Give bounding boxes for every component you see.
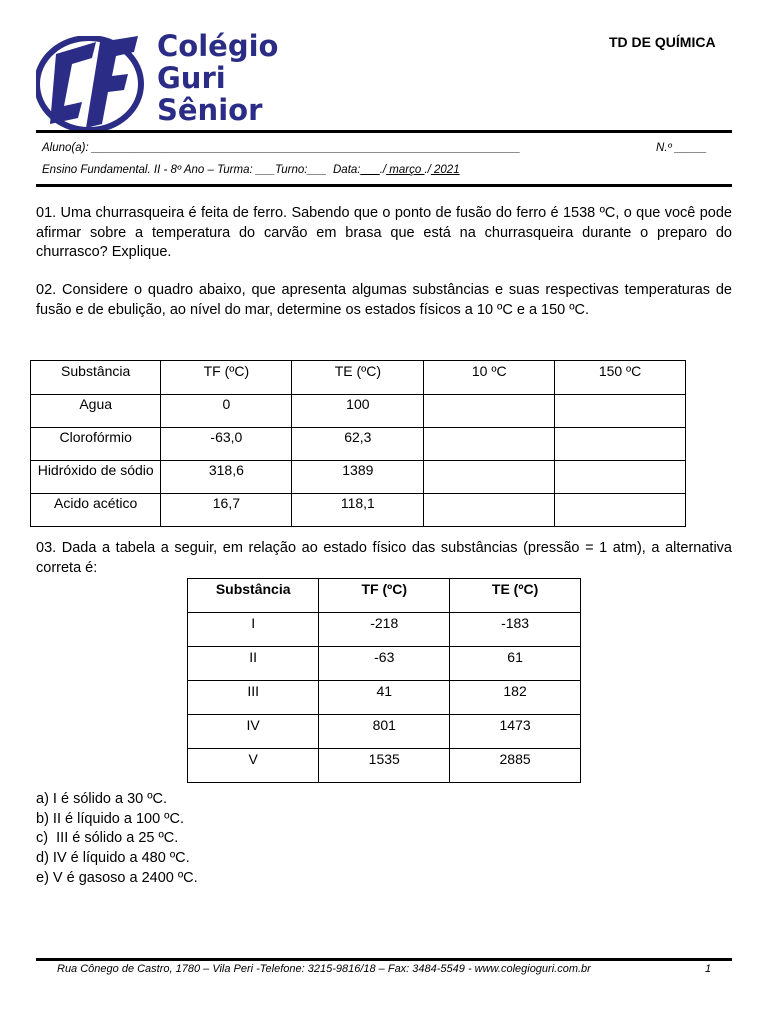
header-cell: TF (ºC) (161, 361, 292, 395)
question-3: 03. Dada a tabela a seguir, em relação ao estado físico das substâncias (pressão = 1 atm), a alternativa correta é: (36, 540, 732, 576)
table-cell: II (188, 647, 319, 681)
states-table (187, 578, 581, 783)
question-2: 02. Considere o quadro abaixo, que apresenta algumas substâncias e suas respectivas temperaturas de fusão e de ebulição, ao nível do mar, determine os estados físicos a 10 ºC e a 150 ºC. (36, 282, 732, 318)
header-cell: TF (ºC) (319, 579, 450, 613)
answer-cell[interactable] (424, 494, 555, 527)
header-cell: TE (ºC) (292, 361, 424, 395)
page-number: 1 (705, 963, 712, 975)
school-name-line-3: Sênior (157, 93, 263, 127)
table-cell: -63 (319, 647, 450, 681)
document-type: TD DE QUÍMICA (609, 34, 716, 50)
answer-cell[interactable] (424, 461, 555, 494)
table-cell: 16,7 (161, 494, 292, 527)
table-cell: 61 (450, 647, 581, 681)
date-year: 2021 (430, 164, 460, 176)
table-cell: -183 (450, 613, 581, 647)
option-b[interactable]: b) II é líquido a 100 ºC. (36, 810, 184, 827)
table-cell: Clorofórmio (31, 428, 161, 461)
footer-divider (36, 958, 732, 961)
option-e[interactable]: e) V é gasoso a 2400 ºC. (36, 869, 198, 886)
table-cell: -218 (319, 613, 450, 647)
table-row (31, 428, 686, 461)
date-day: ___ (360, 164, 380, 176)
table-row (31, 494, 686, 527)
answer-cell[interactable] (424, 395, 555, 428)
info-divider (36, 184, 732, 187)
table-row (188, 749, 581, 783)
table-cell: Acido acético (31, 494, 161, 527)
table-row (188, 647, 581, 681)
student-number-field: N.º _____ (656, 142, 707, 154)
class-line (42, 164, 460, 176)
table-cell: III (188, 681, 319, 715)
table-cell: 0 (161, 395, 292, 428)
table-cell: Hidróxido de sódio (31, 461, 161, 494)
question-1: 01. Uma churrasqueira é feita de ferro. Sabendo que o ponto de fusão do ferro é 1538 ºC, o que você pode afirmar sobre a temperatura do carvão em brasa que está na churrasqueira durante o preparo do churrasco? Explique. (36, 205, 732, 260)
school-name-line-2: Guri (157, 61, 226, 95)
table-cell: 1389 (292, 461, 424, 494)
date-separator: ./ (379, 164, 387, 176)
answer-cell[interactable] (555, 494, 686, 527)
table-row (188, 613, 581, 647)
header-cell: Substância (188, 579, 319, 613)
table-cell: 1473 (450, 715, 581, 749)
student-name-field: Aluno(a): ___________________________________________________________________ (42, 142, 521, 154)
table-cell: 100 (292, 395, 424, 428)
school-name-line-1: Colégio (157, 29, 279, 63)
table-cell: 801 (319, 715, 450, 749)
date-month: março (386, 164, 425, 176)
answer-cell[interactable] (555, 428, 686, 461)
option-d[interactable]: d) IV é líquido a 480 ºC. (36, 850, 190, 867)
table-cell: 318,6 (161, 461, 292, 494)
table-cell: Agua (31, 395, 161, 428)
header-cell: TE (ºC) (450, 579, 581, 613)
answer-cell[interactable] (555, 395, 686, 428)
header-cell: Substância (31, 361, 161, 395)
table-cell: I (188, 613, 319, 647)
table-cell: 41 (319, 681, 450, 715)
header-cell: 10 ºC (424, 361, 555, 395)
table-cell: 1535 (319, 749, 450, 783)
answer-cell[interactable] (424, 428, 555, 461)
footer-address: Rua Cônego de Castro, 1780 – Vila Peri -Telefone: 3215-9816/18 – Fax: 3484-5549 - www.colegioguri.com.br (57, 963, 591, 975)
header-divider (36, 130, 732, 133)
table-row (31, 461, 686, 494)
header-cell: 150 ºC (555, 361, 686, 395)
option-c[interactable]: c) III é sólido a 25 ºC. (36, 830, 179, 847)
table-cell: 2885 (450, 749, 581, 783)
school-name (157, 30, 278, 126)
student-line (42, 142, 707, 154)
substances-table (30, 360, 686, 527)
table-row (188, 681, 581, 715)
table-header-row (31, 361, 686, 395)
table-cell: 182 (450, 681, 581, 715)
table-cell: 62,3 (292, 428, 424, 461)
school-logo (36, 36, 146, 132)
table-cell: IV (188, 715, 319, 749)
table-cell: 118,1 (292, 494, 424, 527)
table-cell: V (188, 749, 319, 783)
option-a[interactable]: a) I é sólido a 30 ºC. (36, 791, 168, 807)
table-row (188, 715, 581, 749)
table-header-row (188, 579, 581, 613)
answer-options (36, 790, 198, 889)
answer-cell[interactable] (555, 461, 686, 494)
table-row (31, 395, 686, 428)
level-text: Ensino Fundamental. II - 8º Ano – Turma: ___Turno:___ Data: (42, 164, 361, 176)
table-cell: -63,0 (161, 428, 292, 461)
date-separator: ./ (424, 164, 431, 176)
